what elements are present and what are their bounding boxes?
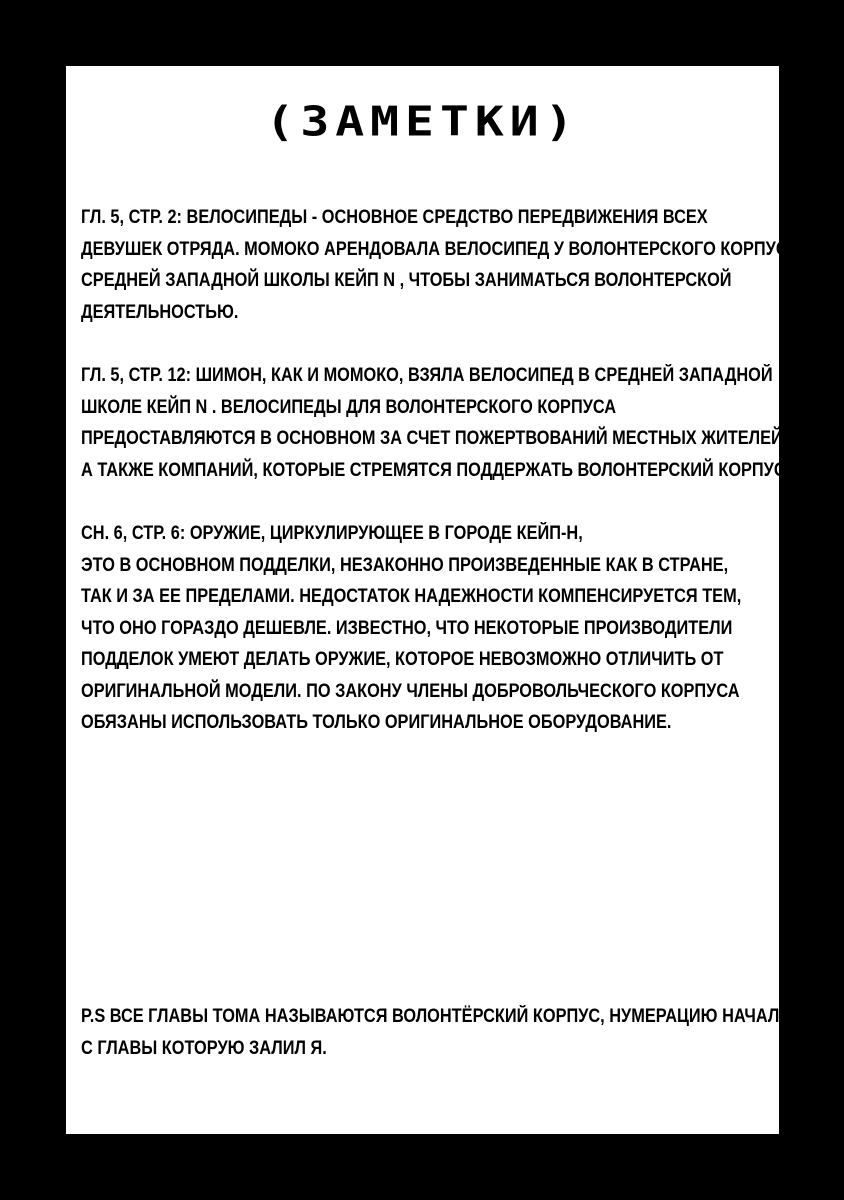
postscript-paragraph bbox=[81, 1001, 780, 1064]
note-line: ГЛ. 5, СТР. 2: ВЕЛОСИПЕДЫ - ОСНОВНОЕ СРЕДСТВО ПЕРЕДВИЖЕНИЯ ВСЕХ bbox=[81, 207, 708, 228]
note-line: ПРЕДОСТАВЛЯЮТСЯ В ОСНОВНОМ ЗА СЧЕТ ПОЖЕРТВОВАНИЙ МЕСТНЫХ ЖИТЕЛЕЙ, bbox=[81, 428, 788, 449]
note-line: ДЕЯТЕЛЬНОСТЬЮ. bbox=[81, 301, 239, 323]
page-title: (ЗАМЕТКИ) bbox=[265, 98, 580, 146]
postscript-line: С ГЛАВЫ КОТОРУЮ ЗАЛИЛ Я. bbox=[81, 1037, 327, 1059]
note-line: СН. 6, СТР. 6: ОРУЖИЕ, ЦИРКУЛИРУЮЩЕЕ В ГОРОДЕ КЕЙП-Н, bbox=[81, 523, 583, 544]
note-line: ОРИГИНАЛЬНОЙ МОДЕЛИ. ПО ЗАКОНУ ЧЛЕНЫ ДОБРОВОЛЬЧЕСКОГО КОРПУСА bbox=[81, 680, 740, 702]
notes-list bbox=[81, 202, 800, 771]
note-line: СРЕДНЕЙ ЗАПАДНОЙ ШКОЛЫ КЕЙП N , ЧТОБЫ ЗАНИМАТЬСЯ ВОЛОНТЕРСКОЙ bbox=[81, 270, 732, 291]
postscript bbox=[81, 1001, 780, 1096]
note-line: ТАК И ЗА ЕЕ ПРЕДЕЛАМИ. НЕДОСТАТОК НАДЕЖНОСТИ КОМПЕНСИРУЕТСЯ ТЕМ, bbox=[81, 586, 742, 607]
postscript-line: P.S ВСЕ ГЛАВЫ ТОМА НАЗЫВАЮТСЯ ВОЛОНТЁРСКИЙ КОРПУС, НУМЕРАЦИЮ НАЧАЛ bbox=[81, 1006, 780, 1027]
note-line: А ТАКЖЕ КОМПАНИЙ, КОТОРЫЕ СТРЕМЯТСЯ ПОДДЕРЖАТЬ ВОЛОНТЕРСКИЙ КОРПУС. bbox=[81, 459, 791, 481]
notes-page bbox=[66, 66, 800, 1134]
note-line: ДЕВУШЕК ОТРЯДА. МОМОКО АРЕНДОВАЛА ВЕЛОСИПЕД У ВОЛОНТЕРСКОГО КОРПУСА bbox=[81, 238, 800, 260]
note-line: ЧТО ОНО ГОРАЗДО ДЕШЕВЛЕ. ИЗВЕСТНО, ЧТО НЕКОТОРЫЕ ПРОИЗВОДИТЕЛИ bbox=[81, 617, 733, 639]
note-paragraph bbox=[81, 202, 800, 328]
note-paragraph bbox=[81, 360, 791, 486]
note-line: ШКОЛЕ КЕЙП N . ВЕЛОСИПЕДЫ ДЛЯ ВОЛОНТЕРСКОГО КОРПУСА bbox=[81, 396, 617, 418]
note-paragraph bbox=[81, 518, 771, 739]
note-line: ГЛ. 5, СТР. 12: ШИМОН, КАК И МОМОКО, ВЗЯЛА ВЕЛОСИПЕД В СРЕДНЕЙ ЗАПАДНОЙ bbox=[81, 365, 773, 386]
note-line: ОБЯЗАНЫ ИСПОЛЬЗОВАТЬ ТОЛЬКО ОРИГИНАЛЬНОЕ ОБОРУДОВАНИЕ. bbox=[81, 712, 672, 733]
note-line: ЭТО В ОСНОВНОМ ПОДДЕЛКИ, НЕЗАКОННО ПРОИЗВЕДЕННЫЕ КАК В СТРАНЕ, bbox=[81, 554, 729, 576]
note-line: ПОДДЕЛОК УМЕЮТ ДЕЛАТЬ ОРУЖИЕ, КОТОРОЕ НЕВОЗМОЖНО ОТЛИЧИТЬ ОТ bbox=[81, 649, 724, 670]
